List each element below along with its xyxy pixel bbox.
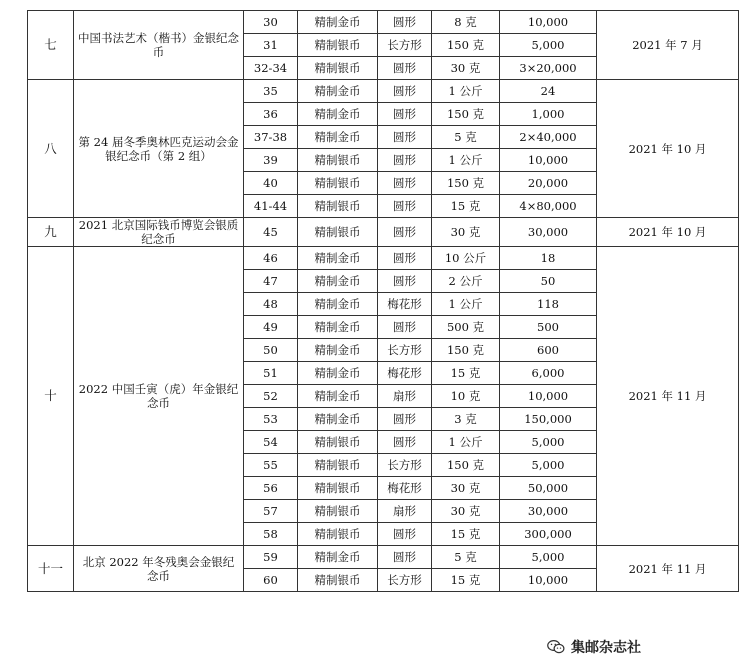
coin-face-value: 5,000 [500,431,597,454]
coin-series-name: 2021 北京国际钱币博览会银质纪念币 [74,218,244,247]
coin-face-value: 5,000 [500,454,597,477]
coin-face-value: 30,000 [500,218,597,247]
coin-material: 精制金币 [298,103,378,126]
coin-shape: 圆形 [378,57,432,80]
issue-date: 2021 年 10 月 [597,80,739,218]
coin-shape: 圆形 [378,247,432,270]
coin-face-value: 10,000 [500,385,597,408]
issue-date: 2021 年 10 月 [597,218,739,247]
coin-shape: 圆形 [378,316,432,339]
coin-serial: 37-38 [244,126,298,149]
coin-face-value: 3×20,000 [500,57,597,80]
coin-material: 精制银币 [298,500,378,523]
coin-weight: 5 克 [432,126,500,149]
coin-shape: 扇形 [378,385,432,408]
group-number: 十一 [28,546,74,592]
coin-serial: 51 [244,362,298,385]
coin-serial: 58 [244,523,298,546]
coin-face-value: 10,000 [500,149,597,172]
coin-material: 精制银币 [298,172,378,195]
coin-shape: 扇形 [378,500,432,523]
table-row [28,80,739,103]
coin-face-value: 150,000 [500,408,597,431]
coin-shape: 长方形 [378,34,432,57]
coin-serial: 56 [244,477,298,500]
coin-weight: 2 公斤 [432,270,500,293]
coin-serial: 41-44 [244,195,298,218]
table-row [28,247,739,270]
coin-shape: 圆形 [378,218,432,247]
coin-face-value: 300,000 [500,523,597,546]
coin-material: 精制金币 [298,362,378,385]
coin-face-value: 6,000 [500,362,597,385]
coin-serial: 32-34 [244,57,298,80]
coin-serial: 39 [244,149,298,172]
coin-shape: 梅花形 [378,477,432,500]
coin-weight: 150 克 [432,172,500,195]
coin-serial: 53 [244,408,298,431]
watermark-text: 集邮杂志社 [571,640,641,656]
watermark [545,637,643,657]
coin-weight: 150 克 [432,103,500,126]
coin-shape: 圆形 [378,126,432,149]
coin-weight: 1 公斤 [432,293,500,316]
coin-face-value: 50 [500,270,597,293]
coin-face-value: 5,000 [500,34,597,57]
coin-material: 精制银币 [298,34,378,57]
table-row [28,11,739,34]
coin-material: 精制金币 [298,408,378,431]
coin-face-value: 30,000 [500,500,597,523]
coin-series-name: 第 24 届冬季奥林匹克运动会金银纪念币（第 2 组） [74,80,244,218]
coin-face-value: 10,000 [500,569,597,592]
coin-material: 精制银币 [298,431,378,454]
coin-material: 精制金币 [298,247,378,270]
issue-date: 2021 年 11 月 [597,247,739,546]
coin-weight: 15 克 [432,523,500,546]
issue-date: 2021 年 7 月 [597,11,739,80]
coin-weight: 30 克 [432,218,500,247]
coin-serial: 48 [244,293,298,316]
group-number: 八 [28,80,74,218]
wechat-icon [547,639,565,655]
coin-issue-table [27,10,739,592]
coin-serial: 45 [244,218,298,247]
coin-shape: 圆形 [378,195,432,218]
coin-serial: 49 [244,316,298,339]
coin-face-value: 1,000 [500,103,597,126]
coin-shape: 圆形 [378,546,432,569]
coin-series-name: 2022 中国壬寅（虎）年金银纪念币 [74,247,244,546]
coin-shape: 圆形 [378,172,432,195]
coin-serial: 35 [244,80,298,103]
coin-weight: 15 克 [432,569,500,592]
coin-material: 精制金币 [298,80,378,103]
coin-serial: 59 [244,546,298,569]
table-row [28,546,739,569]
coin-serial: 54 [244,431,298,454]
coin-serial: 47 [244,270,298,293]
coin-shape: 圆形 [378,431,432,454]
coin-serial: 50 [244,339,298,362]
coin-face-value: 24 [500,80,597,103]
table-body [28,11,739,592]
coin-serial: 46 [244,247,298,270]
coin-shape: 长方形 [378,454,432,477]
coin-material: 精制金币 [298,126,378,149]
coin-serial: 55 [244,454,298,477]
coin-material: 精制银币 [298,195,378,218]
coin-material: 精制银币 [298,218,378,247]
coin-face-value: 50,000 [500,477,597,500]
coin-weight: 10 克 [432,385,500,408]
coin-serial: 31 [244,34,298,57]
coin-shape: 圆形 [378,270,432,293]
coin-serial: 57 [244,500,298,523]
coin-shape: 圆形 [378,11,432,34]
issue-date: 2021 年 11 月 [597,546,739,592]
coin-face-value: 18 [500,247,597,270]
coin-weight: 1 公斤 [432,80,500,103]
coin-material: 精制金币 [298,11,378,34]
coin-weight: 10 公斤 [432,247,500,270]
coin-series-name: 北京 2022 年冬残奥会金银纪念币 [74,546,244,592]
coin-weight: 1 公斤 [432,149,500,172]
coin-weight: 1 公斤 [432,431,500,454]
coin-series-name: 中国书法艺术（楷书）金银纪念币 [74,11,244,80]
coin-shape: 圆形 [378,149,432,172]
coin-shape: 圆形 [378,408,432,431]
coin-face-value: 600 [500,339,597,362]
coin-material: 精制金币 [298,385,378,408]
coin-face-value: 500 [500,316,597,339]
coin-material: 精制银币 [298,569,378,592]
coin-material: 精制金币 [298,316,378,339]
coin-shape: 梅花形 [378,362,432,385]
group-number: 九 [28,218,74,247]
coin-weight: 30 克 [432,477,500,500]
coin-weight: 3 克 [432,408,500,431]
coin-material: 精制银币 [298,57,378,80]
coin-shape: 长方形 [378,569,432,592]
coin-weight: 5 克 [432,546,500,569]
coin-material: 精制金币 [298,339,378,362]
coin-serial: 52 [244,385,298,408]
coin-shape: 圆形 [378,103,432,126]
coin-shape: 梅花形 [378,293,432,316]
coin-weight: 500 克 [432,316,500,339]
coin-material: 精制银币 [298,149,378,172]
coin-serial: 36 [244,103,298,126]
coin-weight: 150 克 [432,339,500,362]
coin-face-value: 2×40,000 [500,126,597,149]
coin-weight: 30 克 [432,57,500,80]
coin-material: 精制银币 [298,477,378,500]
coin-material: 精制金币 [298,546,378,569]
coin-serial: 30 [244,11,298,34]
coin-face-value: 20,000 [500,172,597,195]
coin-weight: 8 克 [432,11,500,34]
coin-shape: 圆形 [378,523,432,546]
group-number: 十 [28,247,74,546]
coin-weight: 15 克 [432,362,500,385]
coin-weight: 150 克 [432,454,500,477]
coin-material: 精制银币 [298,454,378,477]
table-row [28,218,739,247]
coin-face-value: 10,000 [500,11,597,34]
coin-weight: 150 克 [432,34,500,57]
group-number: 七 [28,11,74,80]
coin-face-value: 4×80,000 [500,195,597,218]
coin-weight: 30 克 [432,500,500,523]
coin-material: 精制银币 [298,523,378,546]
coin-face-value: 5,000 [500,546,597,569]
coin-shape: 长方形 [378,339,432,362]
coin-weight: 15 克 [432,195,500,218]
coin-material: 精制金币 [298,293,378,316]
coin-shape: 圆形 [378,80,432,103]
coin-material: 精制金币 [298,270,378,293]
coin-face-value: 118 [500,293,597,316]
coin-serial: 40 [244,172,298,195]
coin-serial: 60 [244,569,298,592]
